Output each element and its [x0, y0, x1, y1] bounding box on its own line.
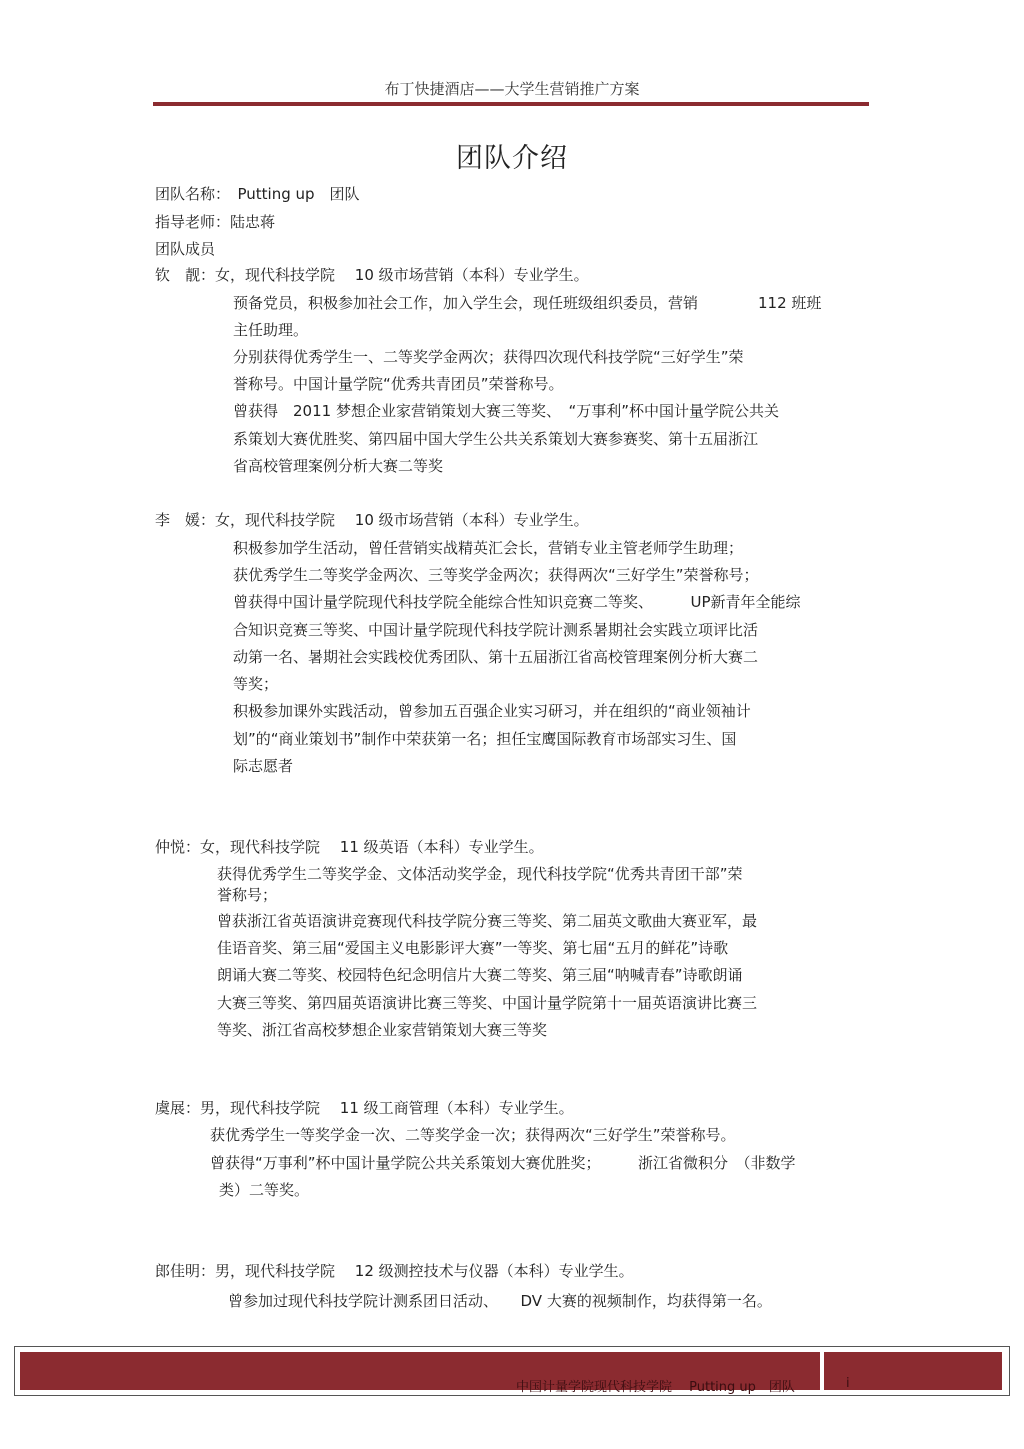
- member-detail: 曾获得 2011 梦想企业家营销策划大赛三等奖、 “万事利”杯中国计量学院公共关: [233, 402, 779, 420]
- member-detail: 曾获得“万事利”杯中国计量学院公共关系策划大赛优胜奖； 浙江省微积分 （非数学: [210, 1154, 796, 1172]
- member-detail: 获得优秀学生二等奖学金、文体活动奖学金，现代科技学院“优秀共青团干部”荣: [217, 865, 743, 883]
- footer-band: [20, 1352, 1002, 1390]
- page-title: 团队介绍: [456, 143, 568, 174]
- member-intro: 李 媛：女，现代科技学院 10 级市场营销（本科）专业学生。: [155, 511, 589, 529]
- member-detail: 誉称号；: [217, 886, 278, 904]
- member-detail: 主任助理。: [233, 321, 309, 339]
- running-header: 布丁快捷酒店——大学生营销推广方案: [384, 80, 640, 98]
- member-intro: 虞展：男，现代科技学院 11 级工商管理（本科）专业学生。: [155, 1099, 574, 1117]
- member-detail: 系策划大赛优胜奖、第四届中国大学生公共关系策划大赛参赛奖、第十五届浙江: [233, 430, 759, 448]
- member-detail: 预备党员，积极参加社会工作，加入学生会，现任班级组织委员，营销 112 班班: [233, 294, 822, 312]
- member-detail: 大赛三等奖、第四届英语演讲比赛三等奖、中国计量学院第十一届英语演讲比赛三: [217, 994, 758, 1012]
- member-detail: 积极参加课外实践活动，曾参加五百强企业实习研习，并在组织的“商业领袖计: [233, 702, 751, 720]
- member-detail: 划”的“商业策划书”制作中荣获第一名；担任宝鹰国际教育市场部实习生、国: [233, 730, 737, 748]
- member-detail: 动第一名、暑期社会实践校优秀团队、第十五届浙江省高校管理案例分析大赛二: [233, 648, 759, 666]
- member-detail: 积极参加学生活动，曾任营销实战精英汇会长，营销专业主管老师学生助理；: [233, 539, 744, 557]
- footer-separator: [820, 1352, 824, 1390]
- team-name: 团队名称： Putting up 团队: [155, 185, 360, 203]
- member-detail: 等奖、浙江省高校梦想企业家营销策划大赛三等奖: [217, 1021, 548, 1039]
- member-detail: 佳语音奖、第三届“爱国主义电影影评大赛”一等奖、第七届“五月的鲜花”诗歌: [217, 939, 729, 957]
- member-detail: 朗诵大赛二等奖、校园特色纪念明信片大赛二等奖、第三届“呐喊青春”诗歌朗诵: [217, 966, 743, 984]
- member-detail: 曾获得中国计量学院现代科技学院全能综合性知识竞赛二等奖、 UP新青年全能综: [233, 593, 801, 611]
- advisor: 指导老师：陆忠蒋: [155, 213, 276, 231]
- member-detail: 省高校管理案例分析大赛二等奖: [233, 457, 444, 475]
- page-number: i: [846, 1376, 850, 1391]
- member-detail: 分别获得优秀学生一、二等奖学金两次；获得四次现代科技学院“三好学生”荣: [233, 348, 744, 366]
- member-intro: 钦 靓：女，现代科技学院 10 级市场营销（本科）专业学生。: [155, 266, 589, 284]
- footer-text: 中国计量学院现代科技学院 Putting up 团队: [516, 1380, 795, 1395]
- member-detail: 曾获浙江省英语演讲竞赛现代科技学院分赛三等奖、第二届英文歌曲大赛亚军，最: [217, 912, 758, 930]
- member-detail: 曾参加过现代科技学院计测系团日活动、 DV 大赛的视频制作，均获得第一名。: [228, 1292, 772, 1310]
- member-detail: 类）二等奖。: [219, 1181, 310, 1199]
- header-rule: [153, 102, 869, 106]
- member-detail: 誉称号。中国计量学院“优秀共青团员”荣誉称号。: [233, 375, 564, 393]
- member-detail: 际志愿者: [233, 757, 294, 775]
- member-detail: 等奖；: [233, 675, 279, 693]
- member-intro: 仲悦：女，现代科技学院 11 级英语（本科）专业学生。: [155, 838, 544, 856]
- member-detail: 合知识竞赛三等奖、中国计量学院现代科技学院计测系暑期社会实践立项评比活: [233, 621, 759, 639]
- member-intro: 郎佳明：男，现代科技学院 12 级测控技术与仪器（本科）专业学生。: [155, 1262, 634, 1280]
- members-heading: 团队成员: [155, 240, 216, 258]
- member-detail: 获优秀学生二等奖学金两次、三等奖学金两次；获得两次“三好学生”荣誉称号；: [233, 566, 759, 584]
- member-detail: 获优秀学生一等奖学金一次、二等奖学金一次；获得两次“三好学生”荣誉称号。: [210, 1126, 736, 1144]
